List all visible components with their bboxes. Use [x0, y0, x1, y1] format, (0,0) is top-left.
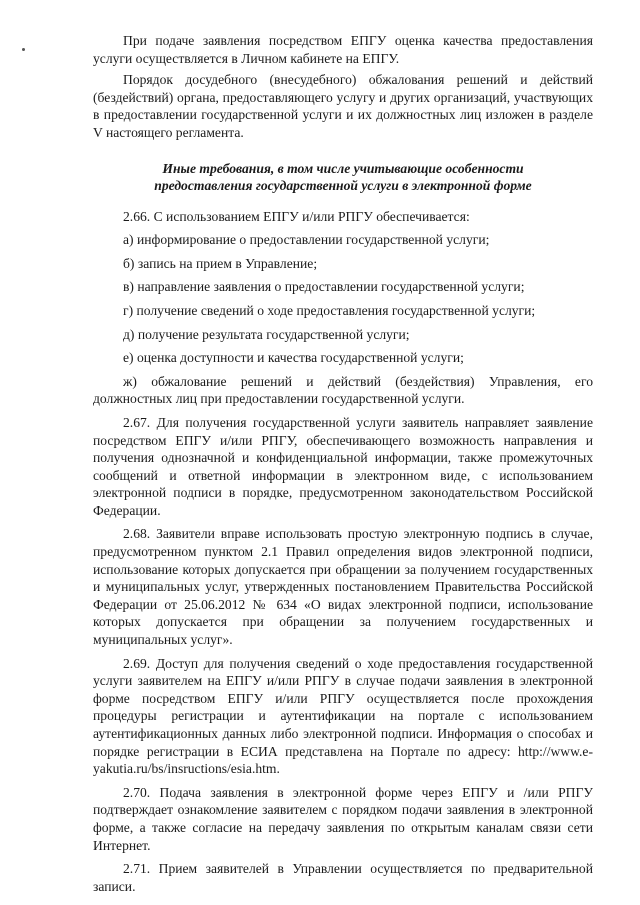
list-item-d: д) получение результата государственной услуги;	[123, 326, 410, 342]
paragraph-appeal-procedure: Порядок досудебного (внесудебного) обжалования решений и действий (бездействий) органа, предоставляющего услугу и других организаций, участвующих в предоставлении государственной услуги и их должностных лиц изложен в разделе V настоящего регламента.	[93, 72, 593, 140]
paragraph-2-66: 2.66. С использованием ЕПГУ и/или РПГУ обеспечивается:	[123, 208, 470, 224]
list-item-g: г) получение сведений о ходе предоставления государственной услуги;	[123, 302, 536, 318]
list-item-zh: ж) обжалование решений и действий (бездействия) Управления, его должностных лиц при предоставлении государственной услуги.	[93, 373, 593, 407]
paragraph-2-68: 2.68. Заявители вправе использовать простую электронную подпись в случае, предусмотренном пунктом 2.1 Правил определения видов электронной подписи, использование которых допускается при обращении за получением государственных и муниципальных услуг, утвержденных постановлением Правительства Российской Федерации от 25.06.2012 № 634 «О видах электронной подписи, использование которых допускается при обращении за получением государственных и муниципальных услуг».	[93, 526, 593, 648]
list-item-b: б) запись на прием в Управление;	[123, 255, 318, 271]
list-item-v: в) направление заявления о предоставлении государственной услуги;	[123, 279, 525, 295]
paragraph-2-70: 2.70. Подача заявления в электронной форме через ЕПГУ и /или РПГУ подтверждает ознакомление заявителем с порядком подачи заявления в электронной форме, а также согласие на передачу заявления по открытым каналам связи сети Интернет.	[93, 784, 593, 853]
document-body	[93, 32, 593, 895]
paragraph-2-69: 2.69. Доступ для получения сведений о ходе предоставления государственной услуги заявителем на ЕПГУ и/или РПГУ в случае подачи заявления в электронной форме посредством ЕПГУ и/или РПГУ осуществляется после прохождения процедуры регистрации и аутентификации на портале с использованием аутентификационных данных либо электронной подписи. Информация о способах и порядке регистрации в ЕСИА представлена на Портале по адресу: http://www.e-yakutia.ru/bs/insructions/esia.htm.	[93, 655, 593, 777]
section-heading-line-1: Иные требования, в том числе учитывающие особенности	[162, 160, 524, 176]
list-item-e: е) оценка доступности и качества государственной услуги;	[123, 350, 464, 366]
list-item-a: а) информирование о предоставлении государственной услуги;	[123, 232, 490, 248]
section-heading	[93, 160, 593, 194]
section-heading-line-2: предоставления государственной услуги в электронной форме	[154, 177, 532, 193]
paragraph-2-71: 2.71. Прием заявителей в Управлении осуществляется по предварительной записи.	[93, 861, 593, 894]
paragraph-epgu-quality: При подаче заявления посредством ЕПГУ оценка качества предоставления услуги осуществляется в Личном кабинете на ЕПГУ.	[93, 33, 593, 66]
scan-speck	[22, 48, 25, 51]
paragraph-2-67: 2.67. Для получения государственной услуги заявитель направляет заявление посредством ЕПГУ и/или РПГУ, обеспечивающего возможность направления и получения однозначной и конфиденциальной информации, также промежуточных сообщений и ответной информации в электронном виде, с использованием электронной подписи в порядке, предусмотренном законодательством Российской Федерации.	[93, 414, 593, 518]
